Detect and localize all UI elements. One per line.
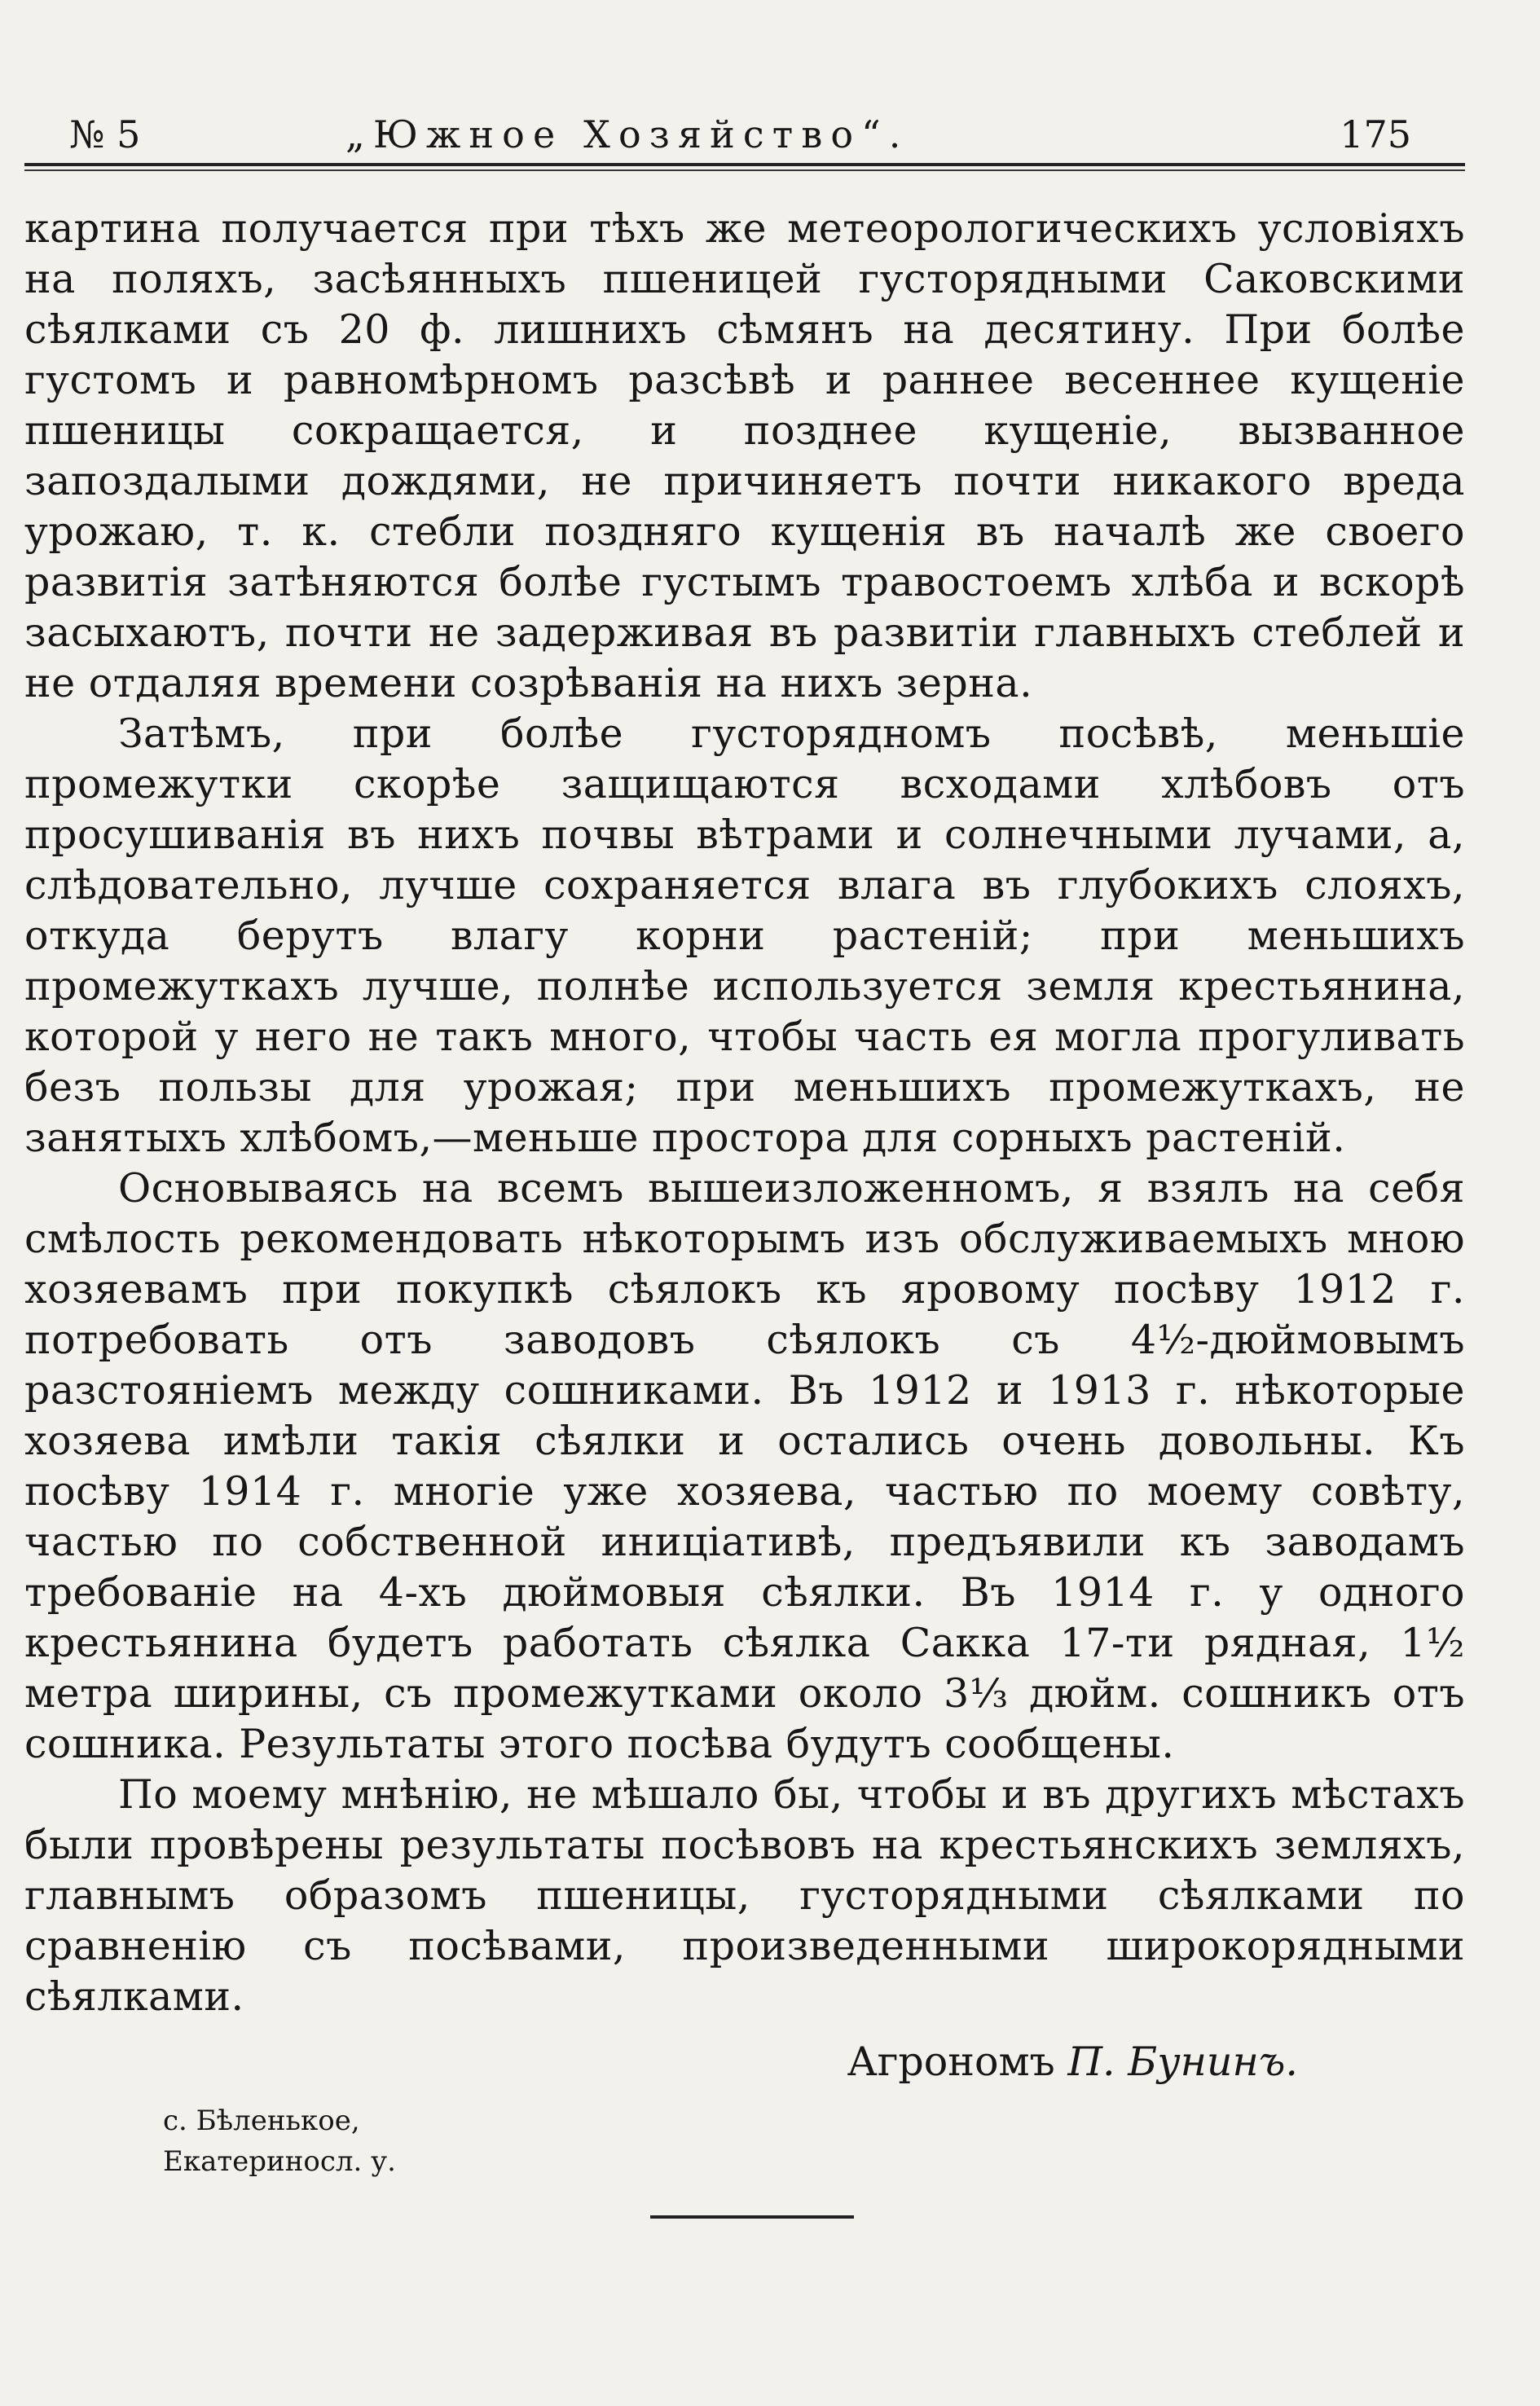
signature-title: Агрономъ xyxy=(847,2039,1055,2085)
end-rule xyxy=(650,2215,854,2219)
paragraph-3: Основываясь на всемъ вышеизложенномъ, я взялъ на себя смѣлость рекомендовать нѣкоторымъ изъ обслуживаемыхъ мною хозяевамъ при покупкѣ сѣялокъ къ яровому посѣву 1912 г. потребовать отъ заводовъ сѣялокъ съ 4½-дюймовымъ разстояніемъ между сошниками. Въ 1912 и 1913 г. нѣкоторые хозяева имѣли такія сѣялки и остались очень довольны. Къ посѣву 1914 г. многіе уже хозяева, частью по моему совѣту, частью по собственной иниціативѣ, предъявили къ заводамъ требованіе на 4-хъ дюймовыя сѣялки. Въ 1914 г. у одного крестьянина будетъ работать сѣялка Сакка 17-ти рядная, 1½ метра ширины, съ промежутками около 3⅓ дюйм. сошникъ отъ сошника. Результаты этого посѣва будутъ сообщены. xyxy=(24,1165,1465,1767)
page-number: 175 xyxy=(1340,112,1411,156)
place-line-1: с. Бѣленькое, xyxy=(163,2105,360,2137)
paragraph-4: По моему мнѣнію, не мѣшало бы, чтобы и въ другихъ мѣстахъ были провѣрены результаты посѣвовъ на крестьянскихъ земляхъ, главнымъ образомъ пшеницы, густорядными сѣялками по сравненію съ посѣвами, произведенными широкорядными сѣялками. xyxy=(24,1771,1465,2020)
page-header xyxy=(24,106,1465,163)
paragraph-2: Затѣмъ, при болѣе густорядномъ посѣвѣ, меньшіе промежутки скорѣе защищаются всходами хлѣбовъ отъ просушиванія въ нихъ почвы вѣтрами и солнечными лучами, а, слѣдовательно, лучше сохраняется влага въ глубокихъ слояхъ, откуда берутъ влагу корни растеній; при меньшихъ промежуткахъ лучше, полнѣе используется земля крестьянина, которой у него не такъ много, чтобы часть ея могла прогуливать безъ пользы для урожая; при меньшихъ промежуткахъ, не занятыхъ хлѣбомъ,—меньше простора для сорныхъ растеній. xyxy=(24,710,1465,1161)
signature xyxy=(24,2037,1465,2087)
article-body xyxy=(24,204,1465,2022)
header-rule xyxy=(24,163,1465,173)
journal-title: „Южное Хозяйство“. xyxy=(345,112,909,156)
issue-number: № 5 xyxy=(69,112,141,156)
place-line-2: Екатериносл. у. xyxy=(163,2145,396,2178)
header-rule-inner xyxy=(24,169,1465,171)
signature-author: П. Бунинъ. xyxy=(1067,2039,1298,2085)
paragraph-1: картина получается при тѣхъ же метеорологическихъ условіяхъ на поляхъ, засѣянныхъ пшеницей густорядными Саковскими сѣялками съ 20 ф. лишнихъ сѣмянъ на десятину. При болѣе густомъ и равномѣрномъ разсѣвѣ и раннее весеннее кущеніе пшеницы сокращается, и позднее кущеніе, вызванное запоздалыми дождями, не причиняетъ почти никакого вреда урожаю, т. к. стебли поздняго кущенія въ началѣ же своего развитія затѣняются болѣе густымъ травостоемъ хлѣба и вскорѣ засыхаютъ, почти не задерживая въ развитіи главныхъ стеблей и не отдаляя времени созрѣванія на нихъ зерна. xyxy=(24,205,1465,706)
place-block xyxy=(163,2100,1465,2182)
